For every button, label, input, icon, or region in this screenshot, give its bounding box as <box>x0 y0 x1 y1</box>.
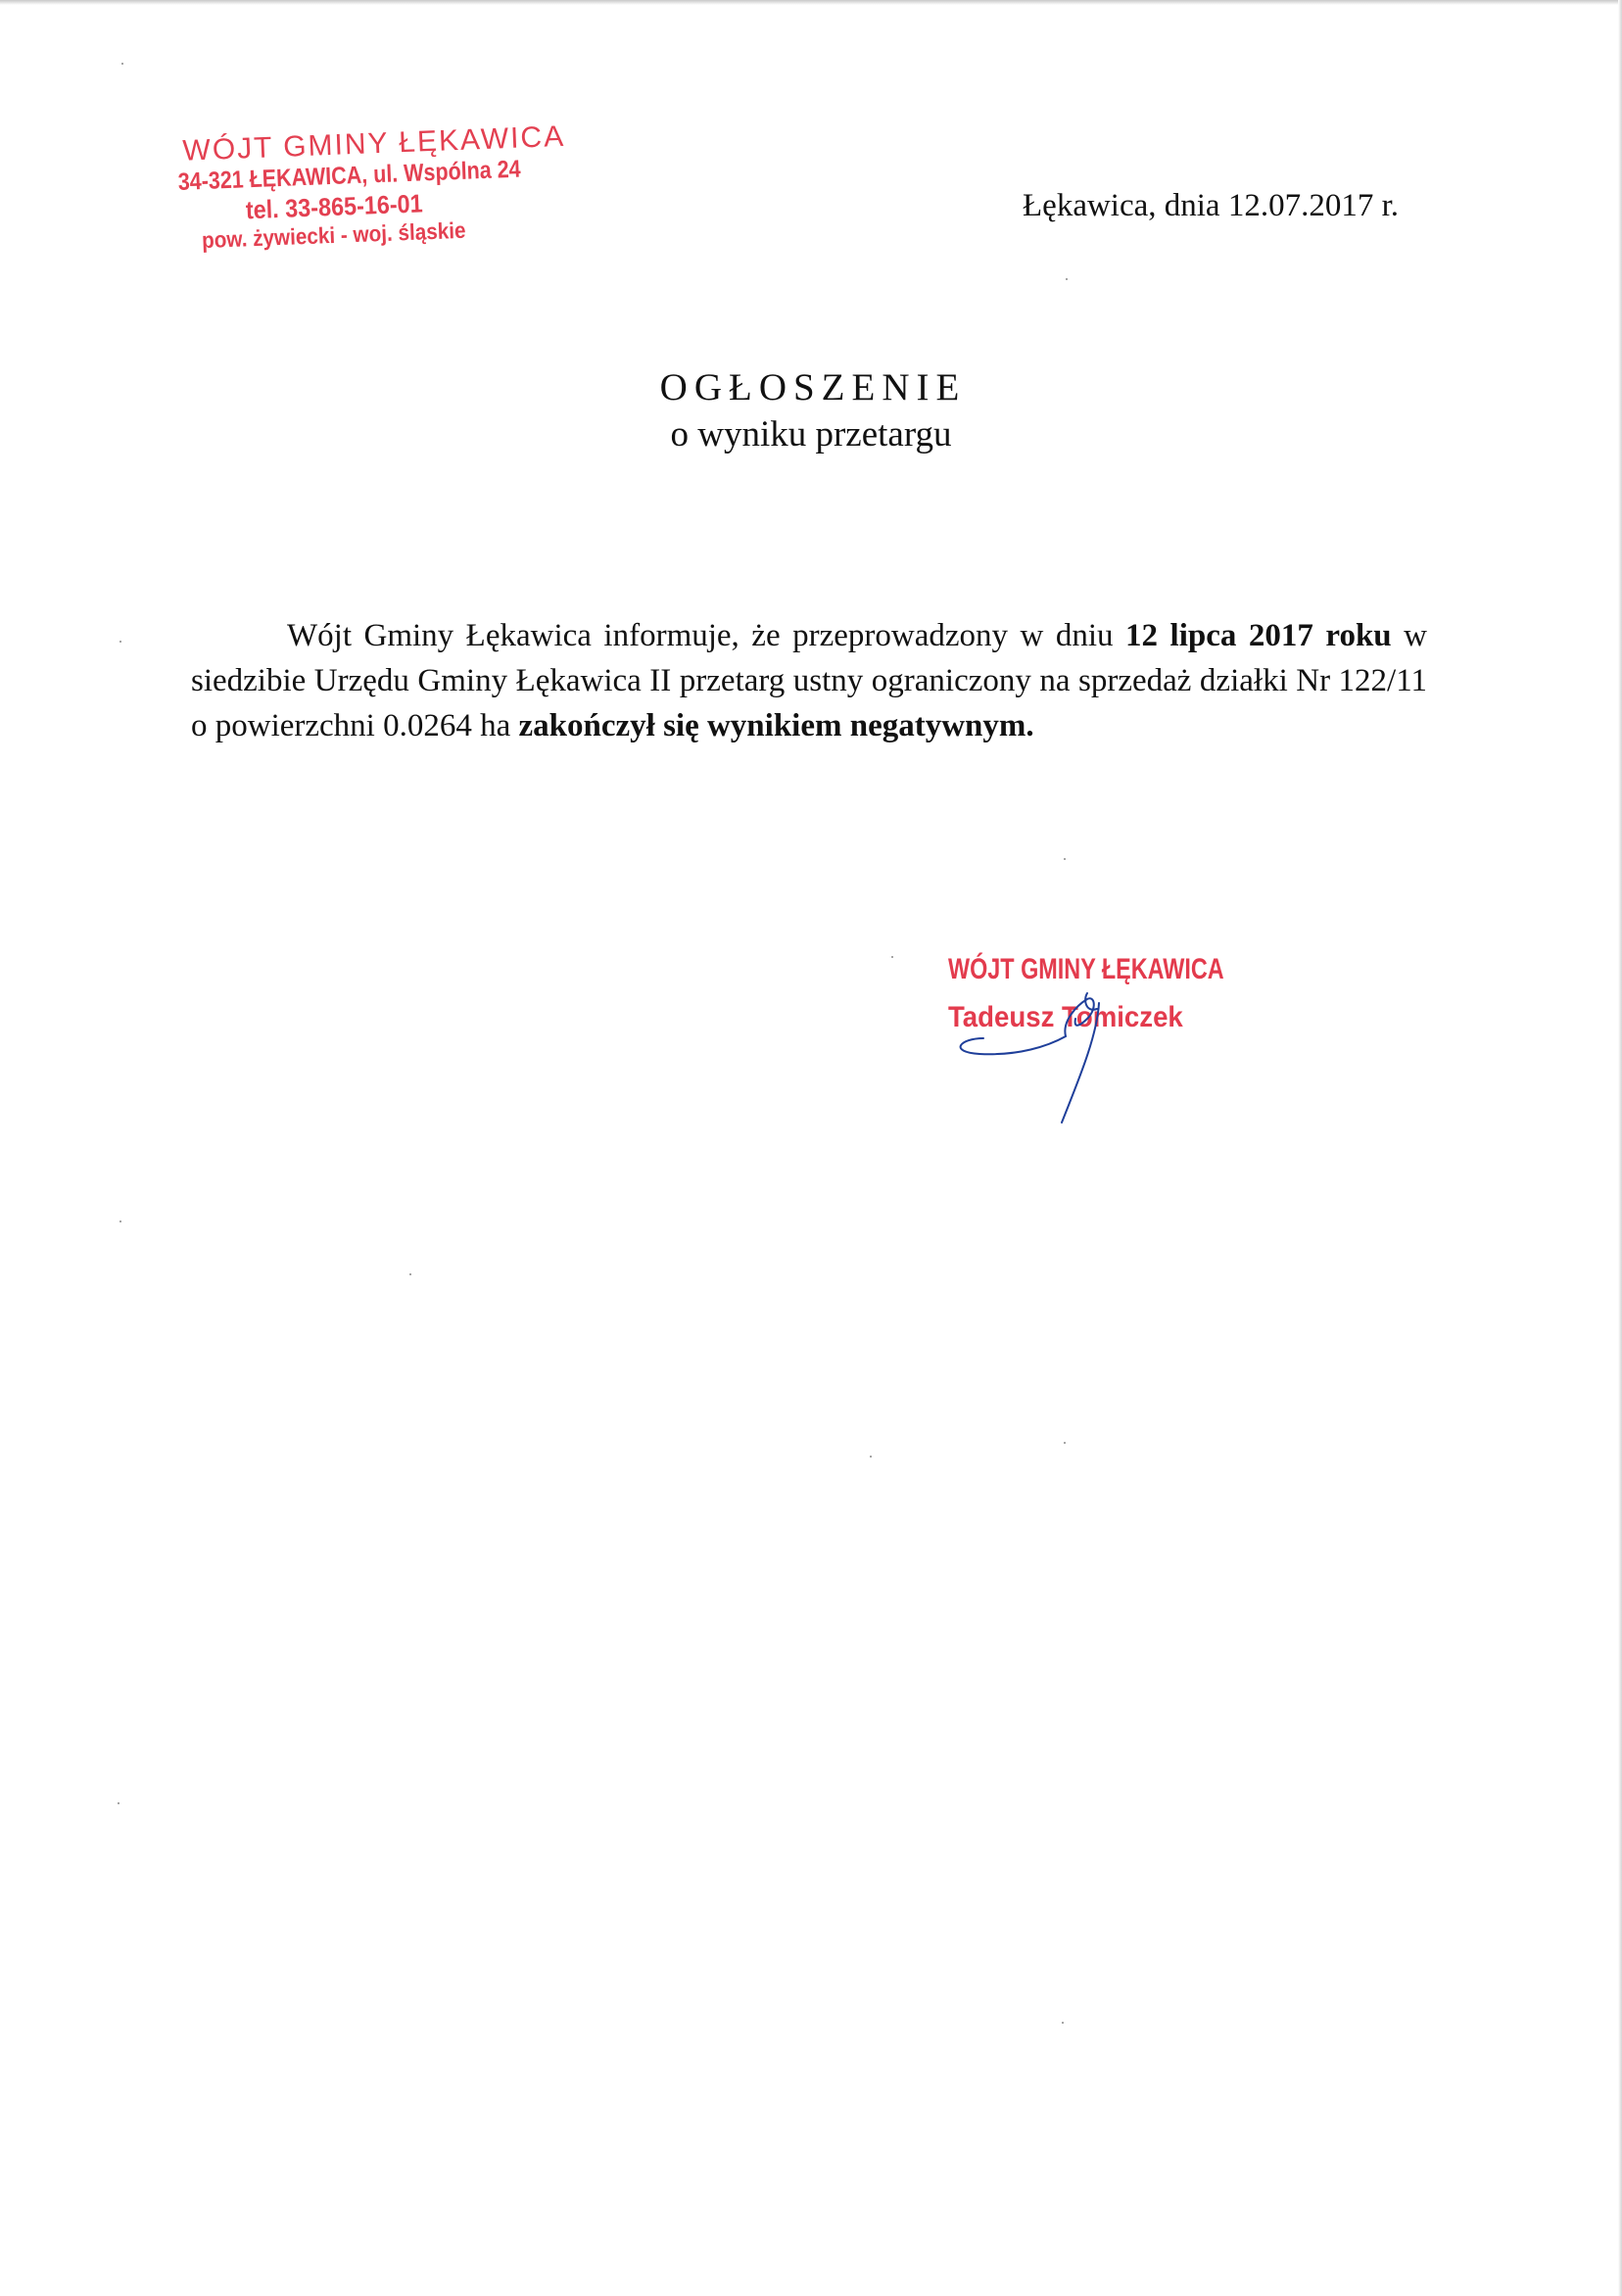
body-text-part-1: Wójt Gminy Łękawica informuje, że przeprowadzony w dniu <box>287 618 1126 653</box>
scan-speck <box>1062 2022 1064 2024</box>
scan-speck <box>870 1456 872 1458</box>
signature-upper-stroke <box>1065 998 1093 1036</box>
office-stamp-phone: tel. 33-865-16-01 <box>245 188 424 225</box>
place-and-date: Łękawica, dnia 12.07.2017 r. <box>1023 188 1399 223</box>
scan-speck <box>1064 1442 1066 1444</box>
office-stamp-address: 34-321 ŁĘKAWICA, ul. Wspólna 24 <box>177 155 522 196</box>
scan-edge-right <box>1618 0 1622 2296</box>
scan-speck <box>1066 278 1068 280</box>
signature-loop-stroke <box>961 1036 1066 1054</box>
scan-speck <box>119 1220 121 1222</box>
handwritten-signature <box>940 970 1175 1126</box>
scan-speck <box>121 63 123 65</box>
document-title: OGŁOSZENIE <box>659 366 967 408</box>
office-stamp-title: WÓJT GMINY ŁĘKAWICA <box>181 120 566 167</box>
scan-speck <box>409 1273 411 1275</box>
signature-stamp-name: Tadeusz Tomiczek <box>948 1001 1183 1033</box>
document-subtitle: o wyniku przetargu <box>670 414 952 454</box>
body-bold-result: zakończył się wynikiem negatywnym. <box>518 708 1034 743</box>
scan-edge-top <box>0 0 1622 5</box>
signature-stamp-title: WÓJT GMINY ŁĘKAWICA <box>948 953 1224 985</box>
announcement-body <box>191 613 1427 748</box>
scan-speck <box>118 1802 119 1804</box>
body-text-part-2: w siedzibie Urzędu Gminy Łękawica II przetarg ustny ograniczony na sprzedaż działki Nr 122/11 o powierzchni 0.0264 ha <box>191 618 1427 743</box>
office-stamp <box>176 120 566 254</box>
body-bold-date: 12 lipca 2017 roku <box>1125 618 1392 653</box>
signature-hook-stroke <box>1085 993 1097 1010</box>
document-heading <box>0 364 1622 458</box>
scan-speck <box>891 956 893 958</box>
office-stamp-region: pow. żywiecki - woj. śląskie <box>201 216 466 254</box>
scan-speck <box>119 641 121 643</box>
scan-speck <box>1064 858 1066 860</box>
